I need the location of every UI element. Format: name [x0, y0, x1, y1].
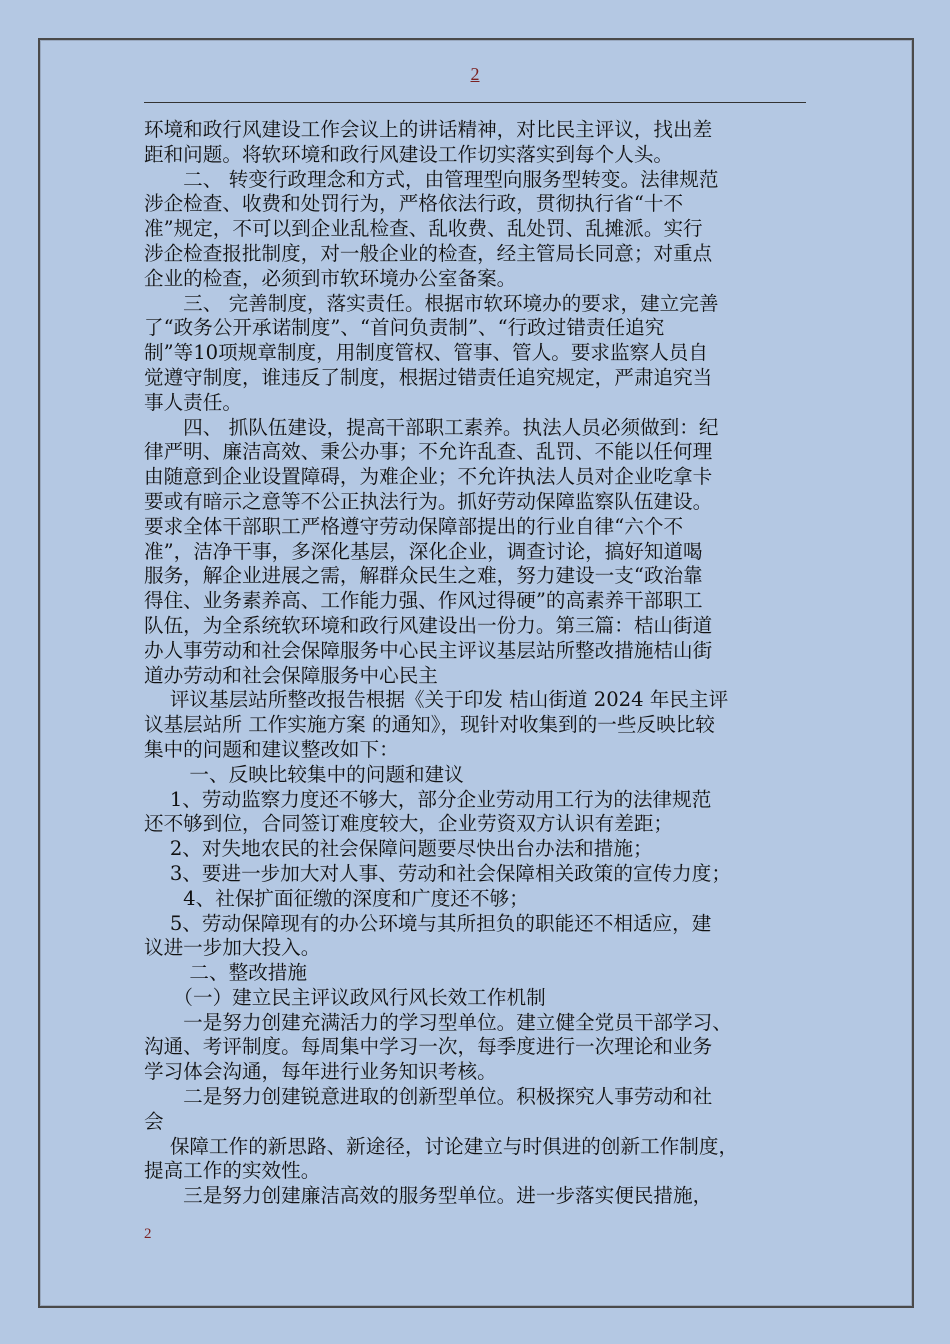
text-line: 议基层站所 工作实施方案 的通知》，现针对收集到的一些反映比较 [144, 713, 715, 737]
text-line: 得住、业务素养高、工作能力强、作风过得硬”的高素养干部职工 [144, 589, 703, 613]
text-line: 三、 完善制度，落实责任。根据市软环境办的要求，建立完善 [144, 291, 719, 315]
text-line: 事人责任。 [144, 390, 242, 414]
text-line: 一、反映比较集中的问题和建议 [144, 762, 464, 786]
text-line: 要或有暗示之意等不公正执法行为。抓好劳动保障监察队伍建设。 [144, 489, 713, 513]
text-line: 觉遵守制度，谁违反了制度，根据过错责任追究规定，严肃追究当 [144, 365, 713, 389]
text-line: 2、对失地农民的社会保障问题要尽快出台办法和措施； [144, 837, 653, 861]
text-line: 议进一步加大投入。 [144, 936, 321, 960]
text-line: 二、整改措施 [144, 961, 307, 985]
text-line: 制”等10项规章制度，用制度管权、管事、管人。要求监察人员自 [144, 341, 708, 365]
text-line: 涉企检查、收费和处罚行为，严格依法行政，贯彻执行省“十不 [144, 192, 684, 216]
text-line: 学习体会沟通，每年进行业务知识考核。 [144, 1060, 497, 1084]
text-line: 由随意到企业设置障碍，为难企业；不允许执法人员对企业吃拿卡 [144, 465, 713, 489]
text-line: 二、 转变行政理念和方式，由管理型向服务型转变。法律规范 [144, 167, 719, 191]
text-line: 一是努力创建充满活力的学习型单位。建立健全党员干部学习、 [144, 1010, 732, 1034]
text-line: 会 [144, 1109, 164, 1133]
text-line: 环境和政行风建设工作会议上的讲话精神，对比民主评议，找出差 [144, 118, 713, 141]
text-line: 提高工作的实效性。 [144, 1159, 321, 1183]
text-line: 集中的问题和建议整改如下： [144, 737, 399, 761]
text-line: 道办劳动和社会保障服务中心民主 [144, 663, 438, 687]
text-line: 3、要进一步加大对人事、劳动和社会保障相关政策的宣传力度； [144, 861, 731, 885]
text-line: 律严明、廉洁高效、秉公办事；不允许乱查、乱罚、不能以任何理 [144, 440, 713, 464]
text-line: 4、社保扩面征缴的深度和广度还不够； [144, 886, 529, 910]
text-line: 服务，解企业进展之需，解群众民生之难，努力建设一支“政治靠 [144, 564, 703, 588]
text-line: 距和问题。将软环境和政行风建设工作切实落实到每个人头。 [144, 142, 674, 166]
document-body [144, 118, 810, 1209]
text-line: 1、劳动监察力度还不够大，部分企业劳动用工行为的法律规范 [144, 787, 712, 811]
text-line: 保障工作的新思路、新途径，讨论建立与时俱进的创新工作制度， [144, 1134, 739, 1158]
footer-page-number: 2 [144, 1226, 152, 1242]
text-line: 了“政务公开承诺制度”、“首问负责制”、“行政过错责任追究 [144, 316, 665, 340]
text-line: 准”规定，不可以到企业乱检查、乱收费、乱处罚、乱摊派。实行 [144, 217, 703, 241]
text-line: 5、劳动保障现有的办公环境与其所担负的职能还不相适应，建 [144, 911, 712, 935]
text-line: 评议基层站所整改报告根据《关于印发 桔山街道 2024 年民主评 [144, 688, 729, 712]
text-line: 还不够到位，合同签订难度较大，企业劳资双方认识有差距； [144, 812, 674, 836]
text-line: 四、 抓队伍建设，提高干部职工素养。执法人员必须做到：纪 [144, 415, 719, 439]
text-line: 企业的检查，必须到市软环境办公室备案。 [144, 266, 517, 290]
text-line: 沟通、考评制度。每周集中学习一次，每季度进行一次理论和业务 [144, 1035, 713, 1059]
header-page-number: 2 [470, 64, 480, 84]
text-line: 准”，洁净干事，多深化基层，深化企业，调查讨论，搞好知道喝 [144, 539, 703, 563]
text-line: （一）建立民主评议政风行风长效工作机制 [144, 985, 546, 1009]
text-line: 队伍，为全系统软环境和政行风建设出一份力。第三篇：桔山街道 [144, 613, 713, 637]
text-line: 二是努力创建锐意进取的创新型单位。积极探究人事劳动和社 [144, 1085, 713, 1109]
text-line: 办人事劳动和社会保障服务中心民主评议基层站所整改措施桔山街 [144, 638, 713, 662]
text-line: 三是努力创建廉洁高效的服务型单位。进一步落实便民措施， [144, 1184, 713, 1208]
text-line: 涉企检查报批制度，对一般企业的检查，经主管局长同意；对重点 [144, 241, 713, 265]
header-divider [144, 102, 806, 103]
text-line: 要求全体干部职工严格遵守劳动保障部提出的行业自律“六个不 [144, 514, 684, 538]
